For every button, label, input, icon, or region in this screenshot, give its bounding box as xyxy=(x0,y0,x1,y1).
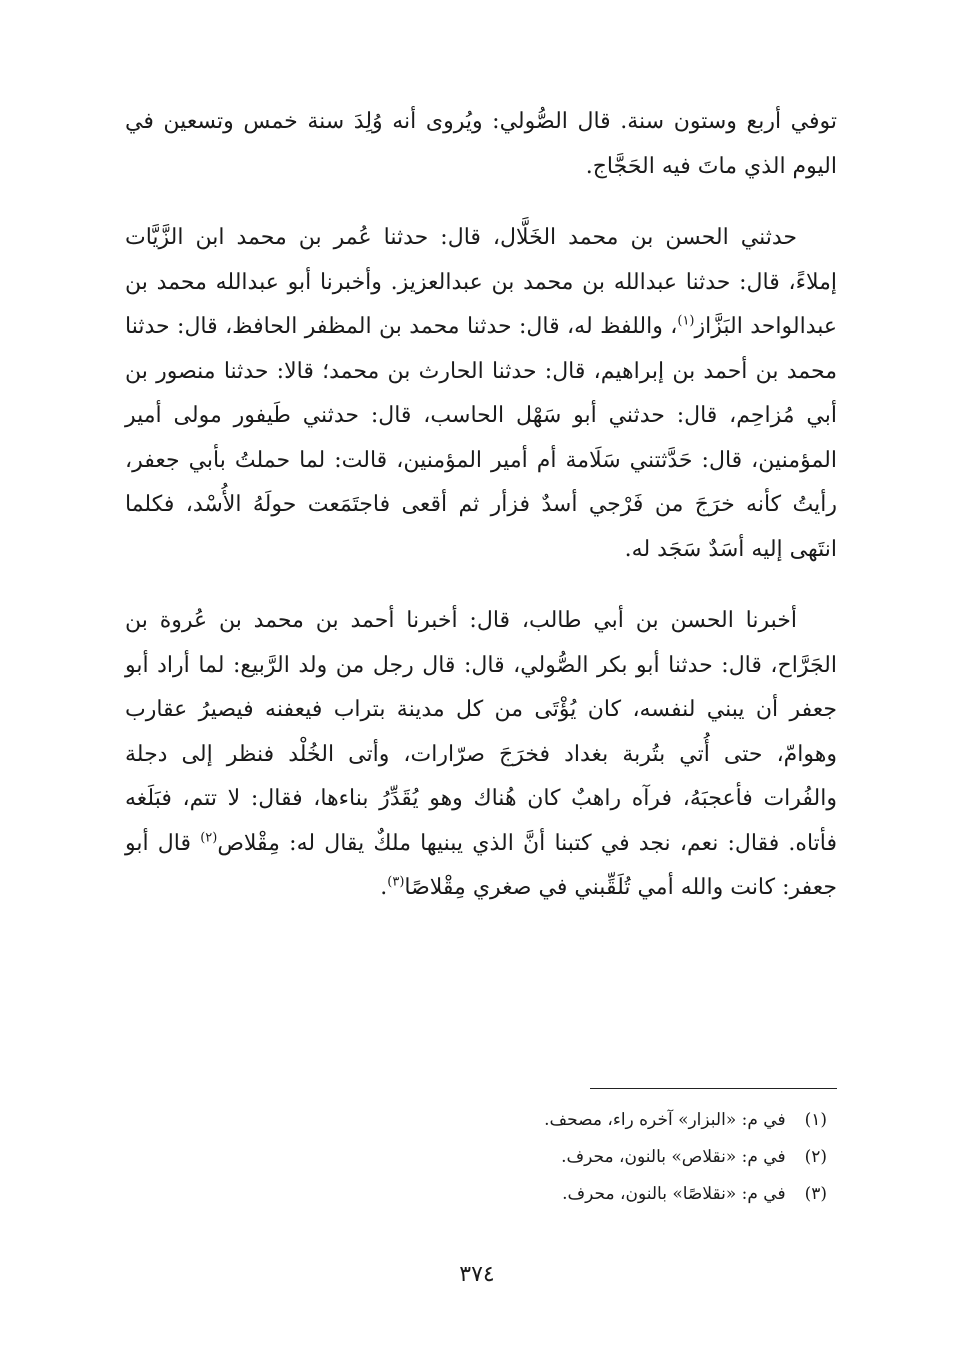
footnotes xyxy=(300,1102,827,1213)
footnote-2-number: (٢) xyxy=(804,1147,827,1167)
footnote-3 xyxy=(300,1176,827,1213)
paragraph-2-text-before: حدثني الحسن بن محمد الخَلَّال، قال: حدثنا عُمر بن محمد ابن الزَّيَّات إملاءً، قال: حدثنا عبدالله بن محمد بن عبدالعزيز. وأخبرنا أبو عبدالله محمد بن عبدالواحد البَزَّاز xyxy=(125,225,838,339)
paragraph-2-text-after: ، واللفظ له، قال: حدثنا محمد بن المظفر الحافظ، قال: حدثنا محمد بن أحمد بن إبراهيم، قال: حدثنا الحارث بن محمد؛ قالا: حدثنا منصور بن أبي مُزاحِم، قال: حدثني أبو سَهْل الحاسب، قال: حدثني طَيفور مولى أمير المؤمنين، قال: حَدَّثتني سَلَامة أم أمير المؤمنين، قالت: لما حملتُ بأبي جعفر، رأيتُ كأنه خرَجَ من فَرْجي أسدٌ فزأر ثم أقعى فاجتَمَعت حولَهُ الأُسْد، فكلما انتَهى إليه أسَدٌ سَجَد له. xyxy=(125,314,837,562)
footnote-3-text: في م: «نقلاصًا» بالنون، محرف. xyxy=(562,1184,786,1204)
paragraph-3-text-after: . xyxy=(380,875,388,900)
paragraph-3 xyxy=(125,599,837,911)
footnote-2-text: في م: «نقلاص» بالنون، محرف. xyxy=(561,1147,786,1167)
footnote-2 xyxy=(300,1139,827,1176)
footnote-1 xyxy=(300,1102,827,1139)
paragraph-3-text-middle: قال أبو جعفر: كانت والله أمي تُلَقِّبني في صغري مِقْلاصًا xyxy=(125,830,837,900)
footnote-1-text: في م: «البزار» آخره راء، مصحف. xyxy=(544,1110,786,1130)
footnote-ref-3: (٣) xyxy=(387,874,405,890)
footnote-ref-1: (١) xyxy=(677,313,695,329)
paragraph-1-text: توفي أربع وستون سنة. قال الصُّولي: ويُروى أنه وُلِدَ سنة خمس وتسعين في اليوم الذي ماتَ فيه الحَجَّاج. xyxy=(125,109,837,179)
paragraph-2 xyxy=(125,216,837,572)
footnote-1-number: (١) xyxy=(804,1110,827,1130)
page-number: ٣٧٤ xyxy=(459,1262,495,1287)
paragraph-1 xyxy=(125,100,837,189)
paragraph-3-text-before: أخبرنا الحسن بن أبي طالب، قال: أخبرنا أحمد بن محمد بن عُروة بن الجَرَّاح، قال: حدثنا أبو بكر الصُّولي، قال: قال رجل من ولد الرَّبيع: لما أراد أبو جعفر أن يبني لنفسه، كان يُؤْتَى من كل مدينة بتراب فيعفنه فيصيرُ عقارب وهوامّ، حتى أُتي بتُربة بغداد فخرَجَ صرّارات، وأتى الخُلْد فنظر إلى دجلة والفُرات فأعجبَهُ، فرآه راهبٌ كان هُناك وهو يُقَدِّرُ بناءها، فقال: لا تتم، فبَلَغه فأتاه. فقال: نعم، نجد في كتبنا أنَّ الذي يبنيها ملكٌ يقال له: مِقْلاص xyxy=(125,608,838,856)
footnote-3-number: (٣) xyxy=(804,1184,827,1204)
footnote-ref-2: (٢) xyxy=(200,830,218,846)
footnote-divider xyxy=(590,1088,837,1089)
main-text xyxy=(125,100,837,911)
